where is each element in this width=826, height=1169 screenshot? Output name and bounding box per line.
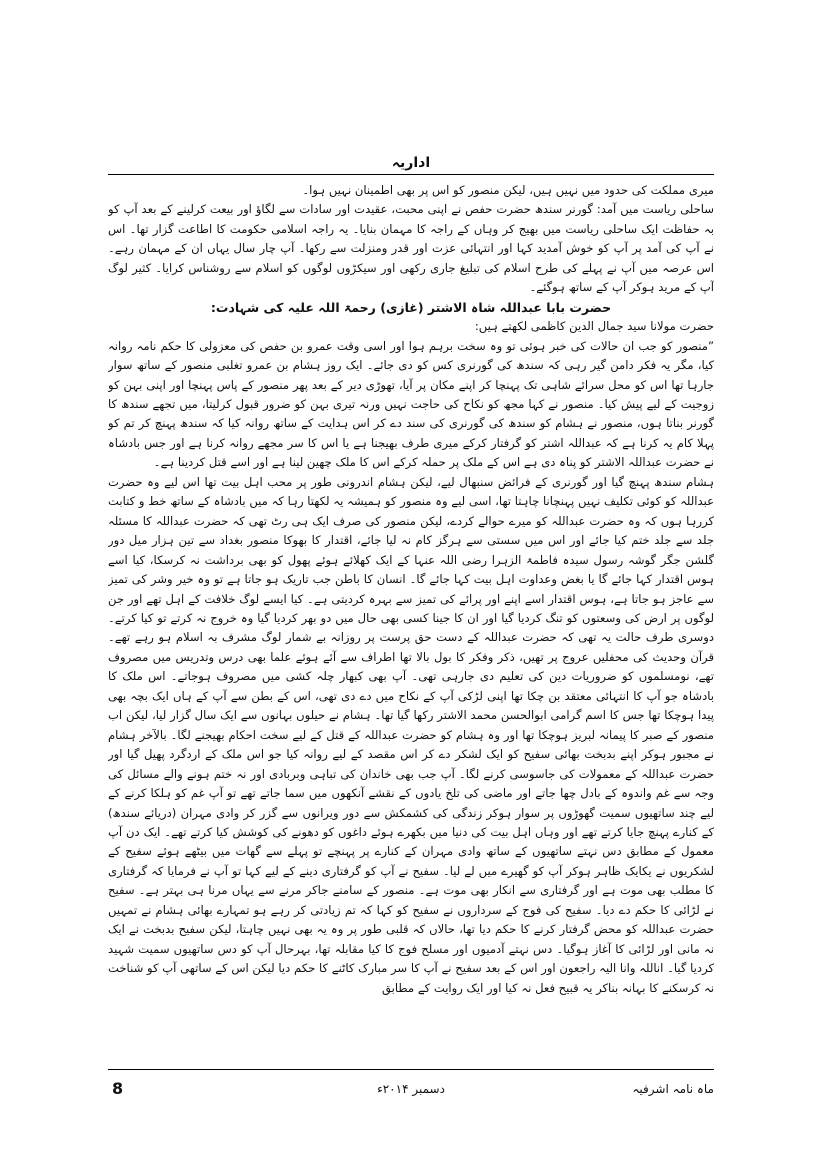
paragraph-coastal-state: ساحلی ریاست میں آمد: گورنر سندھ حضرت حفص نے اپنی محبت، عقیدت اور سادات سے لگاؤ اور بیعت کرلینے کے بعد آپ کو بہ حفاظت ایک ساحلی ریاست میں بھیج کر وہاں کے راجہ کا مہمان بنایا۔ یہ راجہ اسلامی حکومت کا اطاعت گزار تھا۔ اس نے آپ کی آمد پر آپ کو خوش آمدید کہا اور انتہائی عزت اور قدر ومنزلت سے رکھا۔ آپ چار سال یہاں ان کے مہمان رہے۔ اس عرصہ میں آپ نے پہلے کی طرح اسلام کی تبلیغ جاری رکھی اور سیکڑوں لوگوں کو اسلام سے روشناس کرایا۔ کثیر لوگ آپ کے مرید ہوکر آپ کے ساتھ ہوگئے۔ xyxy=(108,202,714,295)
page-footer xyxy=(108,1077,714,1101)
page-number: 8 xyxy=(112,1079,124,1098)
magazine-name: ماہ نامہ اشرفیہ xyxy=(632,1082,714,1096)
paragraph-intro: میری مملکت کی حدود میں نہیں ہیں، لیکن منصور کو اس پر بھی اطمینان نہیں ہوا۔ xyxy=(302,183,714,197)
section-heading-martyrdom: حضرت بابا عبداللہ شاہ الاشتر (غازی) رحمۃ اللہ علیہ کی شہادت: xyxy=(210,299,612,315)
article-body xyxy=(108,181,714,1056)
issue-date: دسمبر ۲۰۱۴ء xyxy=(377,1082,445,1096)
footer-divider xyxy=(108,1069,714,1070)
paragraph-attribution: حضرت مولانا سید جمال الدین کاظمی لکھتے ہیں: xyxy=(474,319,714,334)
page-header-title: اداریہ xyxy=(108,152,714,175)
paragraph-quote-mansur: ”منصور کو جب ان حالات کی خبر ہوئی تو وہ سخت برہم ہوا اور اسی وقت عمرو بن حفص کی معزولی کا حکم نامہ روانہ کیا، مگر یہ فکر دامن گیر رہی کہ سندھ کی گورنری کس کو دی جائے۔ ایک روز ہشام بن عمرو تغلبی منصور کے ساتھ سوار جارہا تھا اس کو محل سرائے شاہی تک پہنچا کر اپنے مکان پر آیا، تھوڑی دیر کے بعد پھر منصور کے پاس پہنچا اور اپنی بہن کو زوجیت کے لیے پیش کیا۔ منصور نے کہا مجھ کو نکاح کی حاجت نہیں ورنہ تیری بہن کو ضرور قبول کرلیتا، میں تجھے سندھ کا گورنر بناتا ہوں، منصور نے ہشام کو سندھ کی گورنری کی سند دے کر اس ہدایت کے ساتھ روانہ کیا کہ سندھ پہنچ کر تم کو پہلا کام یہ کرنا ہے کہ عبداللہ اشتر کو گرفتار کرکے میری طرف بھیجنا ہے یا اس کا سر مجھے روانہ کرنا ہے اور جس بادشاہ نے حضرت عبداللہ الاشتر کو پناہ دی ہے اس کے ملک پر حملہ کرکے اس کا ملک چھین لینا ہے اور اسے قتل کردینا ہے۔ xyxy=(108,338,714,470)
paragraph-hisham-narrative: ہشام سندھ پہنچ گیا اور گورنری کے فرائض سنبھال لیے، لیکن ہشام اندرونی طور پر محب اہل بیت تھا اس لیے وہ حضرت عبداللہ کو کوئی تکلیف نہیں پہنچانا چاہتا تھا، اسی لیے وہ منصور کو ہمیشہ یہ لکھتا رہا کہ میں بادشاہ کے ساتھ خط و کتابت کررہا ہوں کہ وہ حضرت عبداللہ کو میرے حوالے کردے، لیکن منصور کی صرف ایک ہی رٹ تھی کہ حضرت عبداللہ کا مسئلہ جلد سے جلد ختم کیا جائے اور اس میں سستی سے ہرگز کام نہ لیا جائے، اقتدار کا بھوکا منصور بغداد سے تین ہزار میل دور گلشن جگر گوشہ رسول سیدہ فاطمۃ الزہرا رضی اللہ عنہا کے ایک کھلائے ہوئے پھول کو بھی برداشت نہ کرسکا، کیا اسے ہوس اقتدار کہا جائے گا یا بغض وعداوت اہل بیت کہا جائے گا۔ انسان کا باطن جب تاریک ہو جاتا ہے تو وہ خیر وشر کی تمیز سے عاجز ہو جاتا ہے، ہوس اقتدار اسے اپنے اور پرائے کی تمیز سے بہرہ کردیتی ہے۔ کیا ایسے لوگ خلافت کے اہل تھے اور جن لوگوں پر ارض کی وسعتوں کو تنگ کردیا گیا اور ان کا جینا کسی بھی حال میں دو بھر کردیا گیا وہ خروج نہ کرتے تو کیا کرتے۔ دوسری طرف حالت یہ تھی کہ حضرت عبداللہ کے دست حق پرست پر روزانہ بے شمار لوگ مشرف بہ اسلام ہو رہے تھے۔ قرآن وحدیث کی محفلیں عروج پر تھیں، ذکر وفکر کا بول بالا تھا اطراف سے آئے ہوئے علما بھی درس وتدریس میں مصروف تھے، نومسلموں کو ضروریات دین کی تعلیم دی جارہی تھی۔ آپ بھی کبھار چلہ کشی میں مصروف ہوجاتے۔ اس ملک کا بادشاہ جو آپ کا انتہائی معتقد بن چکا تھا اپنی لڑکی آپ کے نکاح میں دے دی تھی، اس کے بطن سے آپ کے ہاں ایک بچہ بھی پیدا ہوچکا تھا جس کا اسم گرامی ابوالحسن محمد الاشتر رکھا گیا تھا۔ ہشام نے حیلوں بہانوں سے ایک سال گزار لیا، لیکن اب منصور کے صبر کا پیمانہ لبریز ہوچکا تھا اور وہ ہشام کو حضرت عبداللہ کے قتل کے لیے سخت احکام بھیجنے لگا۔ بالآخر ہشام نے مجبور ہوکر اپنے بدبخت بھائی سفیح کو ایک لشکر دے کر اس مقصد کے لیے روانہ کیا جو اس ملک کے اردگرد پھیل گیا اور حضرت عبداللہ کے معمولات کی جاسوسی کرنے لگا۔ آپ جب بھی خاندان کی تباہی وبربادی اور نہ ختم ہونے والے مسائل کی وجہ سے غم واندوہ کے بادل چھا جاتے اور ماضی کی تلخ یادوں کے نقشے آنکھوں میں سما جاتے تھے تو آپ غم کو ہلکا کرنے کے لیے چند ساتھیوں سمیت گھوڑوں پر سوار ہوکر زندگی کی کشمکش سے دور ویرانوں سے گزر کر وادی مہران (دریائے سندھ) کے کنارے پہنچ جایا کرتے تھے اور وہاں اہل بیت کی دنیا میں بکھرے ہوئے داغوں کو دھونے کی کوشش کیا کرتے تھے۔ ایک دن آپ معمول کے مطابق دس نہتے ساتھیوں کے ساتھ وادی مہران کے کنارے پر پہنچے تو پہلے سے گھات میں بیٹھے ہوئے سفیح کے لشکریوں نے یکایک ظاہر ہوکر آپ کو گھیرے میں لے لیا۔ سفیح نے آپ کو گرفتاری دینے کے لیے کہا تو آپ نے فرمایا کہ گرفتاری کا مطلب بھی موت ہے اور گرفتاری سے انکار بھی موت ہے۔ منصور کے سامنے جاکر مرنے سے یہاں مرنا ہی بہتر ہے۔ سفیح نے لڑائی کا حکم دے دیا۔ سفیح کی فوج کے سرداروں نے سفیح کو کہا کہ تم زیادتی کر رہے ہو تمہارے بھائی ہشام نے تمہیں حضرت عبداللہ کو محض گرفتار کرنے کا حکم دیا تھا، حالاں کہ قلبی طور پر وہ یہ بھی نہیں چاہتا، لیکن سفیح بدبخت نے ایک نہ مانی اور لڑائی کا آغاز ہوگیا۔ دس نہتے آدمیوں اور مسلح فوج کا کیا مقابلہ تھا، بہرحال آپ کو دس ساتھیوں سمیت شہید کردیا گیا۔ اناللہ وانا الیہ راجعون اور اس کے بعد سفیح نے آپ کا سر مبارک کاٹنے کا حکم دیا لیکن اس کے ساتھی آپ کو شناخت نہ کرسکنے کا بہانہ بناکر یہ قبیح فعل نہ کیا اور ایک روایت کے مطابق xyxy=(108,474,714,995)
